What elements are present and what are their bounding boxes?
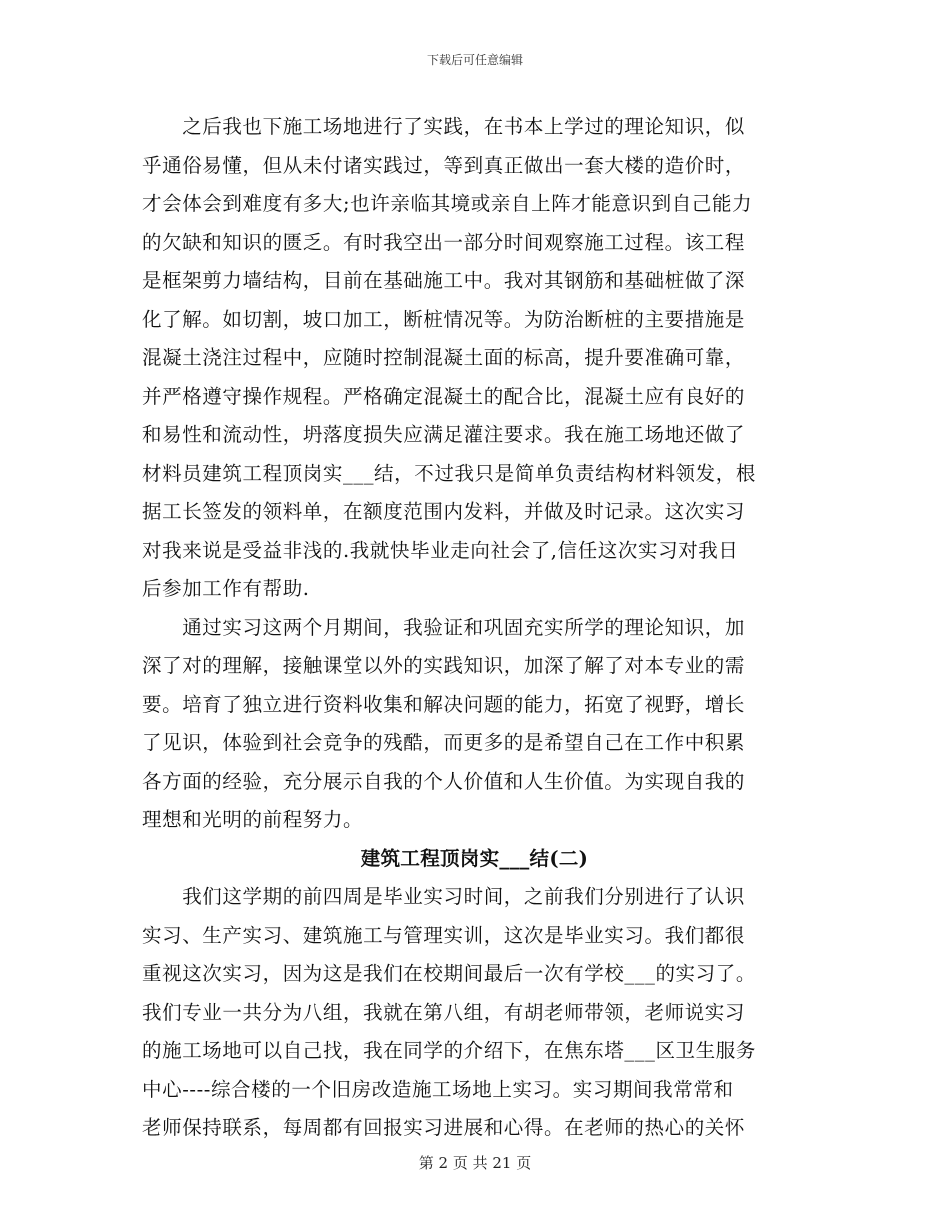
text-line: 对我来说是受益非浅的.我就快毕业走向社会了,信任这次实习对我日 [142,538,739,562]
text-line: 是框架剪力墙结构，目前在基础施工中。我对其钢筋和基础桩做了深 [142,269,746,292]
text-line: 的施工场地可以自己找，我在同学的介绍下，在焦东塔___区卫生服务 [142,1039,756,1062]
text-line: 我们专业一共分为八组，我就在第八组，有胡老师带领，老师说实习 [142,1000,746,1024]
text-line: 据工长签发的领料单，在额度范围内发料，并做及时记录。这次实习 [142,500,746,523]
document-body [142,108,807,1148]
page-footer: 第 2 页 共 21 页 [418,1154,532,1172]
text-line: 混凝土浇注过程中，应随时控制混凝土面的标高，提升要准确可靠， [142,346,746,369]
text-line: 通过实习这两个月期间，我验证和巩固充实所学的理论知识，加 [142,615,746,639]
text-line: 中心----综合楼的一个旧房改造施工场地上实习。实习期间我常常和 [142,1077,734,1101]
text-line: 重视这次实习，因为这是我们在校期间最后一次有学校___的实习了。 [142,962,756,985]
text-line: 材料员建筑工程顶岗实___结，不过我只是简单负责结构材料领发，根 [142,461,756,485]
text-line: 理想和光明的前程努力。 [142,808,364,831]
text-line: 化了解。如切割，坡口加工，断桩情况等。为防治断桩的主要措施是 [142,307,746,331]
text-line: 了见识，体验到社会竞争的残酷，而更多的是希望自己在工作中积累 [142,731,746,754]
text-line: 我们这学期的前四周是毕业实习时间，之前我们分别进行了认识 [142,885,746,908]
text-line: 之后我也下施工场地进行了实践，在书本上学过的理论知识，似 [142,115,746,138]
section-title: 建筑工程顶岗实___结(二) [360,846,589,870]
text-line: 并严格遵守操作规程。严格确定混凝土的配合比，混凝土应有良好的 [142,384,746,408]
text-line: 实习、生产实习、建筑施工与管理实训，这次是毕业实习。我们都很 [142,923,746,947]
text-line: 要。培育了独立进行资料收集和解决问题的能力，拓宽了视野，增长 [142,692,746,716]
text-line: 和易性和流动性，坍落度损失应满足灌注要求。我在施工场地还做了 [142,423,746,446]
text-line: 老师保持联系，每周都有回报实习进展和心得。在老师的热心的关怀 [142,1116,746,1139]
text-line: 各方面的经验，充分展示自我的个人价值和人生价值。为实现自我的 [142,769,746,793]
text-line: 乎通俗易懂，但从未付诸实践过，等到真正做出一套大楼的造价时， [142,153,746,177]
text-line: 后参加工作有帮助. [142,577,310,600]
text-line: 才会体会到难度有多大;也许亲临其境或亲自上阵才能意识到自己能力 [142,192,753,215]
page-header: 下载后可任意编辑 [426,53,523,67]
text-line: 的欠缺和知识的匮乏。有时我空出一部分时间观察施工过程。该工程 [142,230,746,254]
text-line: 深了对的理解，接触课堂以外的实践知识，加深了解了对本专业的需 [142,654,746,677]
